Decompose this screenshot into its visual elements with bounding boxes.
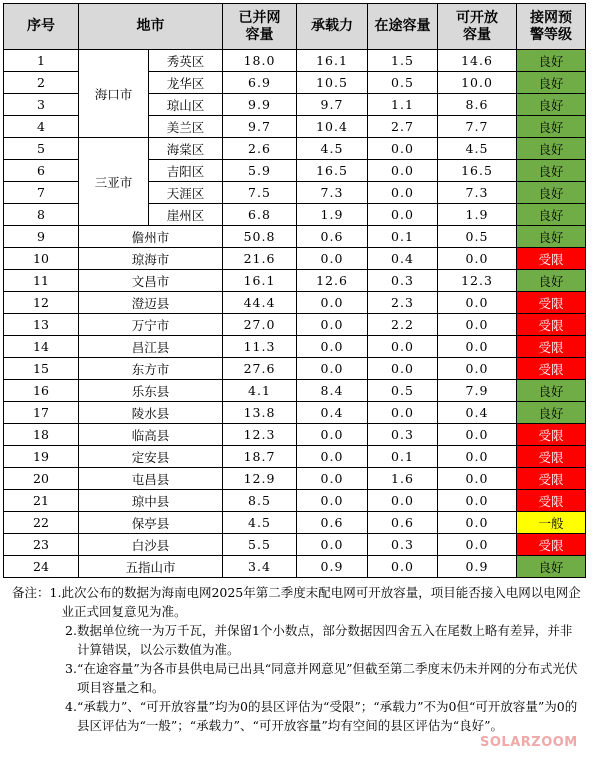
table-row bbox=[4, 336, 586, 358]
warning-level-cell: 良好 bbox=[517, 50, 586, 72]
pending-capacity-cell: 0.0 bbox=[368, 182, 438, 204]
open-capacity-cell: 8.6 bbox=[438, 94, 517, 116]
open-capacity-cell: 1.9 bbox=[438, 204, 517, 226]
seq-cell: 2 bbox=[4, 72, 79, 94]
carrying-capacity-cell: 10.5 bbox=[297, 72, 368, 94]
seq-cell: 22 bbox=[4, 512, 79, 534]
seq-cell: 9 bbox=[4, 226, 79, 248]
connected-capacity-cell: 5.9 bbox=[223, 160, 297, 182]
pending-capacity-cell: 0.4 bbox=[368, 248, 438, 270]
district-cell: 崖州区 bbox=[149, 204, 223, 226]
note-text: “承载力”、“可开放容量”均为0的县区评估为“受限”；“承载力”不为0但“可开放容量”为0的县区评估为“一般”；“承载力”、“可开放容量”均有空间的县区评估为“良好”。 bbox=[76, 699, 578, 733]
carrying-capacity-cell: 16.1 bbox=[297, 50, 368, 72]
seq-cell: 21 bbox=[4, 490, 79, 512]
carrying-capacity-cell: 0.0 bbox=[297, 336, 368, 358]
notes-label: 备注： bbox=[12, 585, 50, 600]
warning-level-cell: 受限 bbox=[517, 292, 586, 314]
open-capacity-cell: 14.6 bbox=[438, 50, 517, 72]
open-capacity-cell: 0.0 bbox=[438, 512, 517, 534]
pending-capacity-cell: 0.6 bbox=[368, 512, 438, 534]
connected-capacity-cell: 7.5 bbox=[223, 182, 297, 204]
header-capacity: 承载力 bbox=[297, 4, 368, 50]
pending-capacity-cell: 0.0 bbox=[368, 204, 438, 226]
connected-capacity-cell: 9.9 bbox=[223, 94, 297, 116]
pending-capacity-cell: 0.1 bbox=[368, 226, 438, 248]
open-capacity-cell: 12.3 bbox=[438, 270, 517, 292]
table-row bbox=[4, 226, 586, 248]
warning-level-cell: 良好 bbox=[517, 160, 586, 182]
notes-section bbox=[12, 583, 584, 735]
connected-capacity-cell: 6.8 bbox=[223, 204, 297, 226]
connected-capacity-cell: 5.5 bbox=[223, 534, 297, 556]
pending-capacity-cell: 0.3 bbox=[368, 534, 438, 556]
carrying-capacity-cell: 16.5 bbox=[297, 160, 368, 182]
watermark-logo: SOLARZOOM bbox=[480, 735, 578, 750]
open-capacity-cell: 16.5 bbox=[438, 160, 517, 182]
warning-level-cell: 受限 bbox=[517, 446, 586, 468]
carrying-capacity-cell: 9.7 bbox=[297, 94, 368, 116]
seq-cell: 8 bbox=[4, 204, 79, 226]
pending-capacity-cell: 0.0 bbox=[368, 336, 438, 358]
district-cell: 龙华区 bbox=[149, 72, 223, 94]
connected-capacity-cell: 18.0 bbox=[223, 50, 297, 72]
connected-capacity-cell: 50.8 bbox=[223, 226, 297, 248]
carrying-capacity-cell: 12.6 bbox=[297, 270, 368, 292]
warning-level-cell: 受限 bbox=[517, 424, 586, 446]
county-name-cell: 琼中县 bbox=[79, 490, 223, 512]
county-name-cell: 琼海市 bbox=[79, 248, 223, 270]
open-capacity-cell: 0.0 bbox=[438, 468, 517, 490]
warning-level-cell: 良好 bbox=[517, 116, 586, 138]
table-row bbox=[4, 248, 586, 270]
county-name-cell: 东方市 bbox=[79, 358, 223, 380]
header-open: 可开放容量 bbox=[438, 4, 517, 50]
table-row bbox=[4, 468, 586, 490]
warning-level-cell: 良好 bbox=[517, 72, 586, 94]
seq-cell: 4 bbox=[4, 116, 79, 138]
seq-cell: 1 bbox=[4, 50, 79, 72]
connected-capacity-cell: 27.0 bbox=[223, 314, 297, 336]
city-cell: 海口市 bbox=[79, 50, 149, 138]
warning-level-cell: 良好 bbox=[517, 270, 586, 292]
county-name-cell: 白沙县 bbox=[79, 534, 223, 556]
warning-level-cell: 良好 bbox=[517, 138, 586, 160]
note-text: 数据单位统一为万千瓦，并保留1个小数点，部分数据因四舍五入在尾数上略有差异，并非计算错误，以公示数值为准。 bbox=[76, 623, 573, 657]
seq-cell: 15 bbox=[4, 358, 79, 380]
pending-capacity-cell: 0.5 bbox=[368, 72, 438, 94]
carrying-capacity-cell: 0.0 bbox=[297, 248, 368, 270]
distribution-capacity-table bbox=[3, 3, 586, 578]
district-cell: 秀英区 bbox=[149, 50, 223, 72]
connected-capacity-cell: 4.1 bbox=[223, 380, 297, 402]
seq-cell: 13 bbox=[4, 314, 79, 336]
pending-capacity-cell: 0.3 bbox=[368, 424, 438, 446]
table-row bbox=[4, 380, 586, 402]
table-row bbox=[4, 358, 586, 380]
connected-capacity-cell: 4.5 bbox=[223, 512, 297, 534]
district-cell: 天涯区 bbox=[149, 182, 223, 204]
seq-cell: 10 bbox=[4, 248, 79, 270]
table-row bbox=[4, 446, 586, 468]
open-capacity-cell: 0.4 bbox=[438, 402, 517, 424]
open-capacity-cell: 0.0 bbox=[438, 314, 517, 336]
seq-cell: 16 bbox=[4, 380, 79, 402]
pending-capacity-cell: 2.3 bbox=[368, 292, 438, 314]
pending-capacity-cell: 0.0 bbox=[368, 358, 438, 380]
open-capacity-cell: 0.9 bbox=[438, 556, 517, 578]
table-row bbox=[4, 314, 586, 336]
connected-capacity-cell: 11.3 bbox=[223, 336, 297, 358]
county-name-cell: 五指山市 bbox=[79, 556, 223, 578]
seq-cell: 17 bbox=[4, 402, 79, 424]
connected-capacity-cell: 13.8 bbox=[223, 402, 297, 424]
warning-level-cell: 良好 bbox=[517, 204, 586, 226]
county-name-cell: 澄迈县 bbox=[79, 292, 223, 314]
county-name-cell: 儋州市 bbox=[79, 226, 223, 248]
open-capacity-cell: 10.0 bbox=[438, 72, 517, 94]
warning-level-cell: 良好 bbox=[517, 380, 586, 402]
warning-level-cell: 一般 bbox=[517, 512, 586, 534]
table-row bbox=[4, 292, 586, 314]
carrying-capacity-cell: 0.6 bbox=[297, 512, 368, 534]
note-text: “在途容量”为各市县供电局已出具“同意并网意见”但截至第二季度末仍未并网的分布式光伏项目容量之和。 bbox=[76, 661, 578, 695]
county-name-cell: 临高县 bbox=[79, 424, 223, 446]
seq-cell: 20 bbox=[4, 468, 79, 490]
table-row bbox=[4, 402, 586, 424]
note-item bbox=[12, 583, 584, 621]
open-capacity-cell: 7.7 bbox=[438, 116, 517, 138]
table-body bbox=[4, 50, 586, 578]
connected-capacity-cell: 18.7 bbox=[223, 446, 297, 468]
open-capacity-cell: 0.0 bbox=[438, 248, 517, 270]
carrying-capacity-cell: 0.4 bbox=[297, 402, 368, 424]
header-region: 地市 bbox=[79, 4, 223, 50]
pending-capacity-cell: 1.6 bbox=[368, 468, 438, 490]
seq-cell: 3 bbox=[4, 94, 79, 116]
table-row bbox=[4, 512, 586, 534]
county-name-cell: 昌江县 bbox=[79, 336, 223, 358]
note-number: 2. bbox=[65, 623, 77, 638]
carrying-capacity-cell: 0.0 bbox=[297, 292, 368, 314]
open-capacity-cell: 0.0 bbox=[438, 534, 517, 556]
pending-capacity-cell: 1.1 bbox=[368, 94, 438, 116]
pending-capacity-cell: 0.0 bbox=[368, 402, 438, 424]
carrying-capacity-cell: 0.0 bbox=[297, 534, 368, 556]
seq-cell: 12 bbox=[4, 292, 79, 314]
carrying-capacity-cell: 10.4 bbox=[297, 116, 368, 138]
open-capacity-cell: 0.0 bbox=[438, 292, 517, 314]
carrying-capacity-cell: 7.3 bbox=[297, 182, 368, 204]
connected-capacity-cell: 8.5 bbox=[223, 490, 297, 512]
table-header-row bbox=[4, 4, 586, 50]
seq-cell: 23 bbox=[4, 534, 79, 556]
open-capacity-cell: 7.3 bbox=[438, 182, 517, 204]
carrying-capacity-cell: 0.6 bbox=[297, 226, 368, 248]
pending-capacity-cell: 0.0 bbox=[368, 138, 438, 160]
pending-capacity-cell: 0.0 bbox=[368, 556, 438, 578]
carrying-capacity-cell: 0.0 bbox=[297, 358, 368, 380]
header-seq: 序号 bbox=[4, 4, 79, 50]
header-level: 接网预警等级 bbox=[517, 4, 586, 50]
county-name-cell: 文昌市 bbox=[79, 270, 223, 292]
carrying-capacity-cell: 0.9 bbox=[297, 556, 368, 578]
county-name-cell: 乐东县 bbox=[79, 380, 223, 402]
warning-level-cell: 受限 bbox=[517, 358, 586, 380]
table-row bbox=[4, 424, 586, 446]
carrying-capacity-cell: 0.0 bbox=[297, 446, 368, 468]
note-number: 4. bbox=[65, 699, 77, 714]
warning-level-cell: 受限 bbox=[517, 468, 586, 490]
note-item bbox=[12, 697, 584, 735]
pending-capacity-cell: 1.5 bbox=[368, 50, 438, 72]
warning-level-cell: 良好 bbox=[517, 226, 586, 248]
table-row bbox=[4, 534, 586, 556]
pending-capacity-cell: 2.2 bbox=[368, 314, 438, 336]
connected-capacity-cell: 27.6 bbox=[223, 358, 297, 380]
seq-cell: 14 bbox=[4, 336, 79, 358]
county-name-cell: 万宁市 bbox=[79, 314, 223, 336]
warning-level-cell: 良好 bbox=[517, 94, 586, 116]
warning-level-cell: 良好 bbox=[517, 556, 586, 578]
seq-cell: 11 bbox=[4, 270, 79, 292]
table-row bbox=[4, 270, 586, 292]
header-pending: 在途容量 bbox=[368, 4, 438, 50]
county-name-cell: 保亭县 bbox=[79, 512, 223, 534]
carrying-capacity-cell: 1.9 bbox=[297, 204, 368, 226]
open-capacity-cell: 4.5 bbox=[438, 138, 517, 160]
header-connected: 已并网容量 bbox=[223, 4, 297, 50]
table-row bbox=[4, 50, 586, 72]
carrying-capacity-cell: 0.0 bbox=[297, 490, 368, 512]
table-row bbox=[4, 556, 586, 578]
carrying-capacity-cell: 0.0 bbox=[297, 468, 368, 490]
seq-cell: 6 bbox=[4, 160, 79, 182]
county-name-cell: 定安县 bbox=[79, 446, 223, 468]
note-number: 3. bbox=[65, 661, 77, 676]
district-cell: 吉阳区 bbox=[149, 160, 223, 182]
district-cell: 海棠区 bbox=[149, 138, 223, 160]
connected-capacity-cell: 16.1 bbox=[223, 270, 297, 292]
city-cell: 三亚市 bbox=[79, 138, 149, 226]
connected-capacity-cell: 6.9 bbox=[223, 72, 297, 94]
note-number: 1. bbox=[49, 585, 62, 600]
warning-level-cell: 受限 bbox=[517, 534, 586, 556]
connected-capacity-cell: 9.7 bbox=[223, 116, 297, 138]
carrying-capacity-cell: 8.4 bbox=[297, 380, 368, 402]
warning-level-cell: 受限 bbox=[517, 490, 586, 512]
open-capacity-cell: 7.9 bbox=[438, 380, 517, 402]
pending-capacity-cell: 0.0 bbox=[368, 160, 438, 182]
warning-level-cell: 受限 bbox=[517, 314, 586, 336]
connected-capacity-cell: 12.9 bbox=[223, 468, 297, 490]
seq-cell: 24 bbox=[4, 556, 79, 578]
connected-capacity-cell: 12.3 bbox=[223, 424, 297, 446]
seq-cell: 5 bbox=[4, 138, 79, 160]
county-name-cell: 屯昌县 bbox=[79, 468, 223, 490]
open-capacity-cell: 0.0 bbox=[438, 358, 517, 380]
table-row bbox=[4, 138, 586, 160]
note-text: 此次公布的数据为海南电网2025年第二季度末配电网可开放容量，项目能否接入电网以电网企业正式回复意见为准。 bbox=[61, 585, 581, 619]
warning-level-cell: 受限 bbox=[517, 336, 586, 358]
county-name-cell: 陵水县 bbox=[79, 402, 223, 424]
note-item bbox=[12, 659, 584, 697]
warning-level-cell: 良好 bbox=[517, 182, 586, 204]
seq-cell: 19 bbox=[4, 446, 79, 468]
connected-capacity-cell: 3.4 bbox=[223, 556, 297, 578]
open-capacity-cell: 0.5 bbox=[438, 226, 517, 248]
district-cell: 美兰区 bbox=[149, 116, 223, 138]
pending-capacity-cell: 2.7 bbox=[368, 116, 438, 138]
table-row bbox=[4, 490, 586, 512]
carrying-capacity-cell: 0.0 bbox=[297, 314, 368, 336]
connected-capacity-cell: 44.4 bbox=[223, 292, 297, 314]
warning-level-cell: 受限 bbox=[517, 248, 586, 270]
pending-capacity-cell: 0.0 bbox=[368, 490, 438, 512]
open-capacity-cell: 0.0 bbox=[438, 424, 517, 446]
connected-capacity-cell: 21.6 bbox=[223, 248, 297, 270]
open-capacity-cell: 0.0 bbox=[438, 446, 517, 468]
pending-capacity-cell: 0.1 bbox=[368, 446, 438, 468]
seq-cell: 18 bbox=[4, 424, 79, 446]
note-item bbox=[12, 621, 584, 659]
district-cell: 琼山区 bbox=[149, 94, 223, 116]
seq-cell: 7 bbox=[4, 182, 79, 204]
carrying-capacity-cell: 4.5 bbox=[297, 138, 368, 160]
connected-capacity-cell: 2.6 bbox=[223, 138, 297, 160]
pending-capacity-cell: 0.3 bbox=[368, 270, 438, 292]
open-capacity-cell: 0.0 bbox=[438, 490, 517, 512]
carrying-capacity-cell: 0.0 bbox=[297, 424, 368, 446]
warning-level-cell: 良好 bbox=[517, 402, 586, 424]
pending-capacity-cell: 0.5 bbox=[368, 380, 438, 402]
open-capacity-cell: 0.0 bbox=[438, 336, 517, 358]
